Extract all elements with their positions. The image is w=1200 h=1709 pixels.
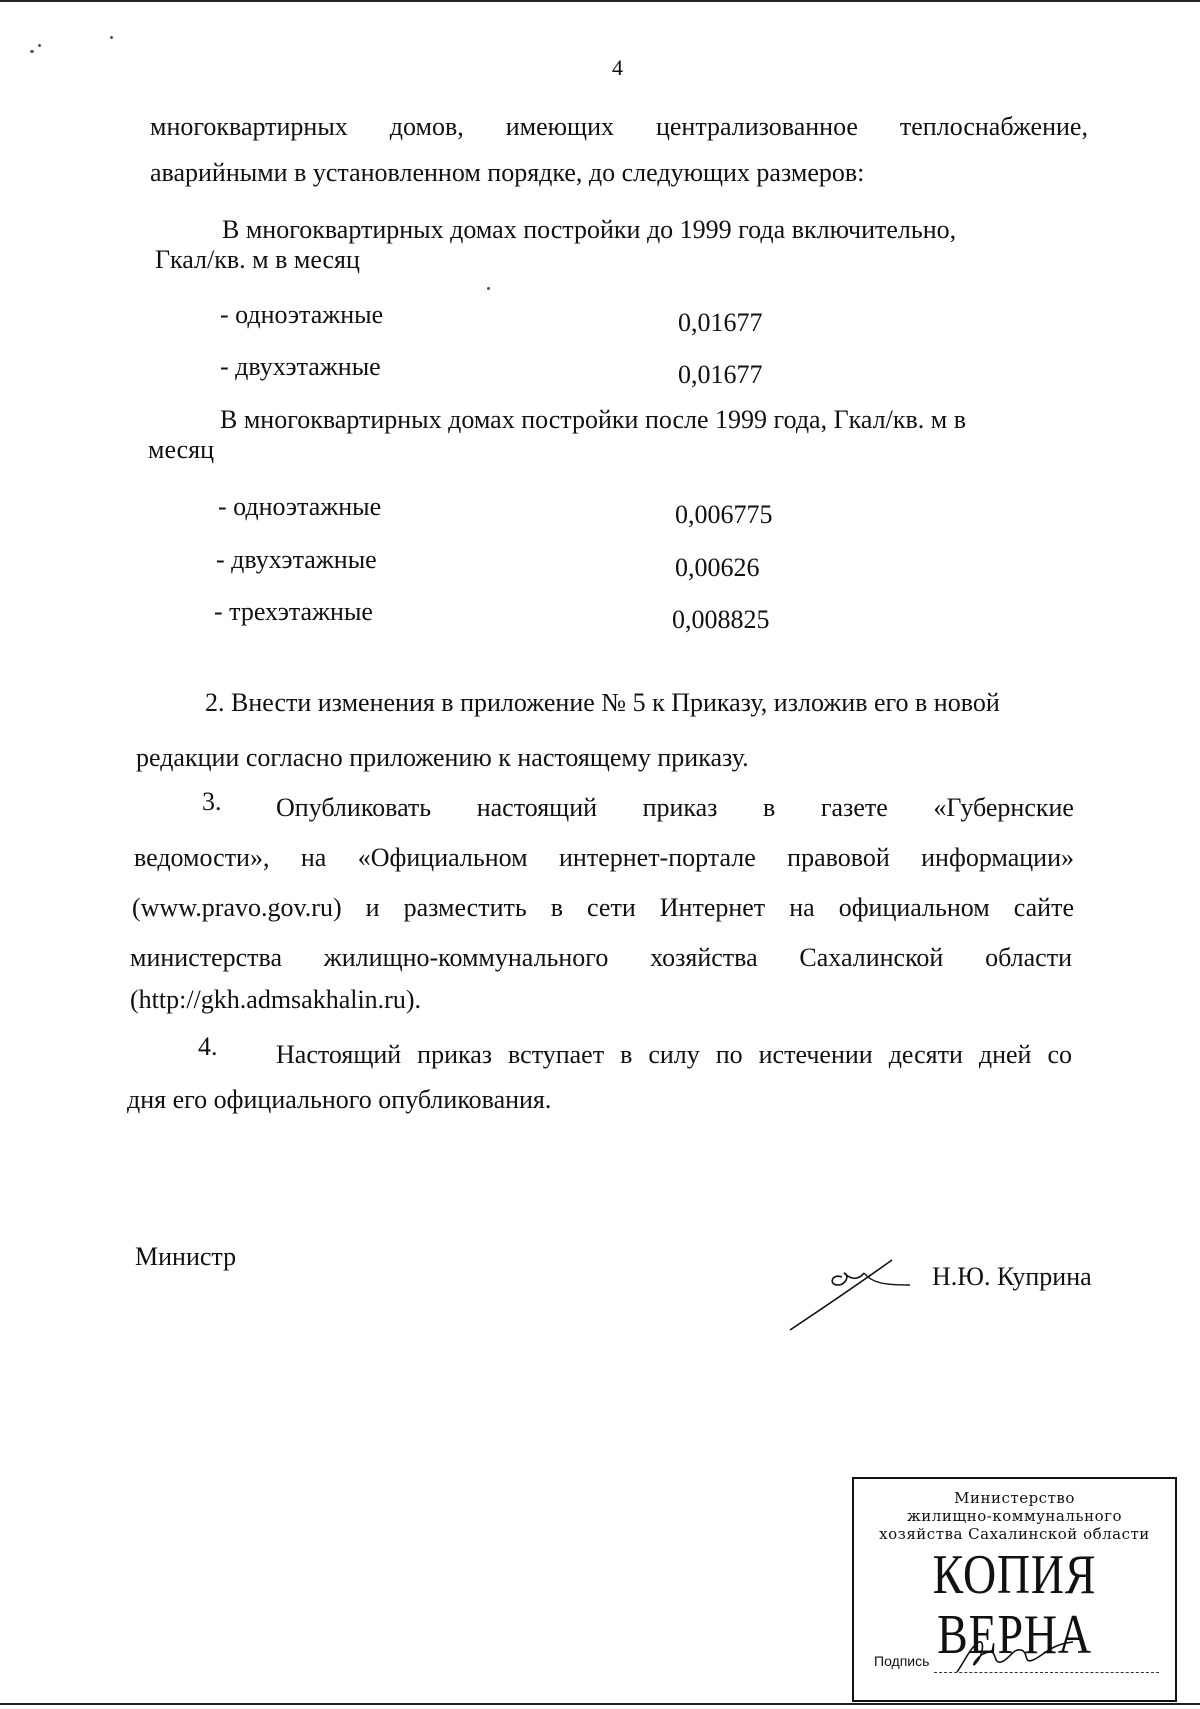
scan-speck xyxy=(487,287,490,290)
intro-word: теплоснабжение, xyxy=(899,112,1088,141)
scan-speck xyxy=(30,50,34,53)
item-3-word: приказ xyxy=(642,793,718,822)
section-a-row-label: - двухэтажные xyxy=(220,352,381,381)
section-b-row-label: - трехэтажные xyxy=(214,597,373,626)
item-4-line-2: дня его официального опубликования. xyxy=(127,1085,552,1114)
intro-word: централизованное xyxy=(655,112,858,141)
stamp-line-3: хозяйства Сахалинской области xyxy=(879,1525,1150,1543)
item-3-line-2-wrap xyxy=(134,843,1074,873)
stamp-line-1: Министерство xyxy=(954,1489,1075,1507)
item-2-line-1: 2. Внести изменения в приложение № 5 к Приказу, изложив его в новой xyxy=(205,688,1000,717)
item-3-word: в xyxy=(763,793,776,822)
item-4-line-1: Настоящий приказ вступает в силу по истечении десяти дней со xyxy=(276,1040,1072,1069)
signatory-position: Министр xyxy=(135,1242,237,1271)
scan-speck xyxy=(38,44,41,47)
item-3-line-2: ведомости», на «Официальном интернет-портале правовой информации» xyxy=(134,843,1074,872)
item-4-number: 4. xyxy=(198,1032,218,1061)
scan-edge-bottom xyxy=(0,1703,1200,1705)
item-3-line-4: министерства жилищно-коммунального хозяйства Сахалинской области xyxy=(130,943,1072,972)
section-b-heading-line-2: месяц xyxy=(148,435,215,464)
item-3-line-5: (http://gkh.admsakhalin.ru). xyxy=(130,985,422,1014)
section-a-row-label: - одноэтажные xyxy=(220,300,384,329)
item-3-word: Опубликовать xyxy=(276,793,432,822)
intro-word: имеющих xyxy=(505,112,614,141)
intro-line-1 xyxy=(150,112,1088,142)
section-a-row-value: 0,01677 xyxy=(678,360,763,389)
intro-line-2: аварийными в установленном порядке, до следующих размеров: xyxy=(150,158,865,187)
item-3-number: 3. xyxy=(202,787,222,816)
stamp-sign-label: Подпись xyxy=(874,1653,930,1669)
handwritten-signature xyxy=(780,1255,920,1335)
scan-edge-top xyxy=(0,0,1200,2)
item-3-line-4-wrap xyxy=(130,943,1072,973)
section-b-row-value: 0,00626 xyxy=(675,553,760,582)
section-b-row-value: 0,006775 xyxy=(675,500,773,529)
item-3-line-1 xyxy=(276,793,1074,823)
section-a-heading-line-2: Гкал/кв. м в месяц xyxy=(155,245,360,274)
certified-copy-stamp xyxy=(852,1477,1177,1702)
section-a-row-value: 0,01677 xyxy=(678,308,763,337)
item-3-word: «Губернские xyxy=(933,793,1074,822)
section-a-heading-line-1: В многоквартирных домах постройки до 1999 года включительно, xyxy=(222,215,957,244)
section-b-row-label: - двухэтажные xyxy=(216,545,377,574)
item-3-word: настоящий xyxy=(476,793,598,822)
item-3-word: газете xyxy=(820,793,888,822)
item-3-line-3: (www.pravo.gov.ru) и разместить в сети Интернет на официальном сайте xyxy=(132,893,1074,922)
scan-speck xyxy=(110,36,113,39)
stamp-signature xyxy=(949,1634,1079,1679)
intro-word: многоквартирных xyxy=(150,112,348,141)
stamp-line-2: жилищно-коммунального xyxy=(907,1507,1122,1525)
page-number: 4 xyxy=(612,55,623,80)
item-3-line-3-wrap xyxy=(132,893,1074,923)
item-2-line-2: редакции согласно приложению к настоящему приказу. xyxy=(136,743,749,772)
section-b-row-label: - одноэтажные xyxy=(218,492,382,521)
section-b-heading-line-1: В многоквартирных домах постройки после 1999 года, Гкал/кв. м в xyxy=(220,405,966,434)
item-4-line-1-wrap xyxy=(276,1040,1072,1070)
intro-word: домов, xyxy=(389,112,464,141)
stamp-certified-copy: КОПИЯ ВЕРНА xyxy=(932,1544,1097,1666)
section-b-row-value: 0,008825 xyxy=(672,605,770,634)
signatory-name: Н.Ю. Куприна xyxy=(932,1262,1092,1291)
